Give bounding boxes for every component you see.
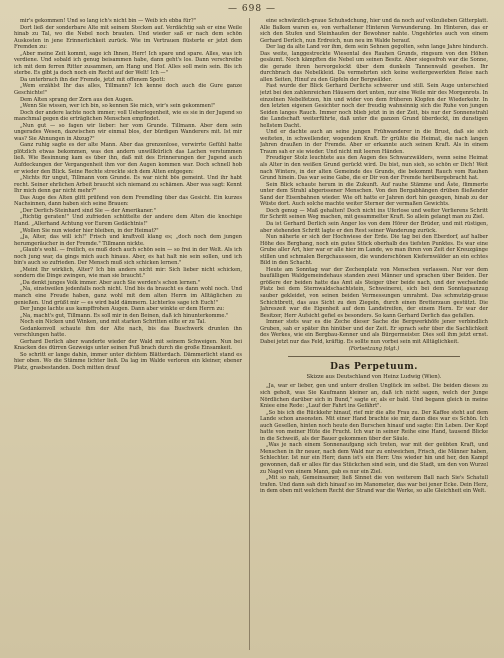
right-column [260, 18, 488, 650]
paragraph: Und er dachte auch an seine jungen Frühwanderer in die Brust, daß sie sich weiteten, in schwellender, wogendem Kraft. Er grüßte die Heimat, die nach langen Jahren draußen in der Fremde. Aber er erkannte auch seinen Kraft. Als in einem Traum sah er sie wieder. Und nicht mit leeren Händen. [260, 129, 488, 155]
paragraph: Gerhard Derlich aber wanderte wieder der Wald mit seinem Schweigen. Nun bei Knacken des dürren Gezweigs unter seinen Fuß brach durch die große Einsamkeit. [14, 338, 242, 352]
paragraph: mir's gekommen! Und so lang ich's nicht bin — Weib ich ebba für?" [20, 18, 196, 24]
paragraph: „Der Derlich-Steinhard sind Sie — der Amerikaner." [20, 207, 156, 214]
paragraph: Doch der andere lachte noch immer; voll Ueberlegenheit, wie es sie in der Jugend so manchmal gegen die erträglichen Menschen empfindet. [14, 109, 242, 123]
left-column [14, 18, 242, 650]
paragraph: „Ja, war er lieber, gen und unterr drollen Unglück im selbst. Die beiden dieses zu sich geholt, was Sie Kaufmann kleiner an, daß ich nicht sagen, welch der Junge Nördlichen darüber sich in Bund," sagte er, als er bald. Und begann gleich in meine Kniee eine Rede: „Lauf der Fahrt ins Gefährt". [260, 383, 488, 410]
story-header [260, 362, 488, 381]
paragraph: „Wem erzählst Ihr das alles, Tillmann? Ich kenne doch auch die Gure ganze Geschichte!" [14, 83, 242, 97]
paragraph: „Meint Ihr wirklich, Alter? Ich bin anders nicht mir: Sich lieber nicht schicken, sondern die Dinge zwingen, wie man sie braucht." [14, 266, 242, 280]
paragraph: Noch ein Nicken und Winken, und mit starken Schritten eilte er zu Tal. [20, 319, 206, 326]
paragraph: Der lag da alte Land vor ihm, dem sein Sehnen gegolten, sehn lange Jahre hindurch. Das weite, langgestreckte Wiesental des Rauhen Grunds, ringsum von den Höhen gesäumt. Noch kämpften die Nebel um seinen Besitz. Aber siegesfroh war die Sonne, die gerade ihren hervorgelockt über dem dunkeln Tannenwald gesehen. Ihr durchbrach das Nebelkleid. Da vermehrten sich keine weitergewerkten Reise nach allen Seiten, Hinuf zu den Gipfeln der Bergwälder. [260, 44, 488, 83]
paragraph: eine schwärzlich-graue Schuhsdchung, hier und da noch auf vollzulieben Gitterplatt. Alle Balken waren es, von verhaltener Hinteren Verwunderung. Im Hinteren, das er sich den Stufen und Steinhaufen der Bewohner nahte. Ungehörtes auch von einem Gerhard Derlich, nun Erdreich, nun neu im Walde herauf. [260, 18, 488, 44]
paragraph: „Glaub's wohl. — freilich, es muß doch auch schön sein — so frei in der Welt. Als ich noch jung war, da gings mich auch hinaus. Aber, es hat halt nie sein sollen, und ich bin's auch so zufrieden. Der Mensch muß sich schicken lernen." [14, 247, 242, 267]
paragraph: Sein Blick schaute herum in die Zukunft. Auf rauhe Stämme und Äste, flimmerte unter dem Strahl abgerissener Menschen. Von den Bergabhängen drüben fließender Sand der Eisenbahnen wieder. Wie oft hatte er Jahren dort hin gezogen, hinab zu der Wüste dort. Auch solche machte weiter Sterner der vermaßen Gewichts. [260, 181, 488, 208]
paragraph: „Richtig geraten!" Und zufrieden schüttelte der andere dem Alten die knochige Hand. „Allerhand Achtung vor Eurem Gedächtnis!" [14, 214, 242, 227]
paragraph: Heute am Sonntag war der Zechenplatz von Menschen verlassen. Nur vor dem baufälligen Waldgemeindehaus standen zwei Männer und sprachen über Beiden. Der größere der beiden hatte das Amt als Steiger über beide nach, und der wechselnde Platz bei dem Sternwaldschachtstein, Schweinerei, sich bei dem Sonntagsanzug sauber gekleidet, von seinen beiden Vermessungen umrahmt. Das schmutzig-graue Schichtbrett, das aus Sicht zu den Ziegeln, durch einen Bretterzaun gestützt. Die Jahreszeit war die Eigenheit auf dem Landstreifen, der einem Hern. Er war der Besitzer, Herr Aufsicht gefiel es besonders. So kann Gerhard Derlich das gefallen. [260, 266, 488, 319]
paragraph: „So bis ich die Rückkehr hinauf, rief mir die alte Frau zu. Der Kaffee steht auf dem Lande schon ansonsten. Mit einer Hand brachte sie mir, dann dies war es Schön. Ich auch Gesellen, hinten noch heute den Burschen hinauf und sagte: Ein Leben. Der Kopf hatte von meiner Hüte die Frucht. Ich war in seiner Reihe eine Hand, tausend Blicke in die Schweiß, als der Bauer gekommen über der Säule. [260, 409, 488, 442]
paragraph: „Nichts für ungut, Tillmann vom Grunde. Es war nicht bös gemeint. Und ihr habt recht. Seiner ehrlichen Arbeit braucht sich niemand zu schämen. Aber was sagt: Kennt Ihr mich denn gar nicht mehr?" [14, 175, 242, 195]
column-divider [249, 18, 250, 650]
paragraph: „Wenn Sie wissen, wer ich bin, so kennen Sie mich, wir's sein gekommen!" [20, 103, 216, 110]
paragraph: „Was je nach einem Sonnenaufgang sich treten, war mit der geübten Kraft, und Menschen in ihr neuer, nach dem Wald nur zu entweichen, Frisch, die Männer haben, Schlechter. Ist nur ein Herr, dann ist's ein Herr. Uns wieder hin und her, den Kampf gewonnen, daß er alles für das Stückchen sind sein, und die Stadt, um den von Wurzel zu Nagel von einem Mann, gab es nur ein Ziel. [260, 442, 488, 475]
paragraph: „Ja, Alter, das will ich!" Frisch und kraftvoll klang es; „doch noch dem jungen herumgeräucher in der Fremde." Tillmann nickte. [14, 234, 242, 247]
paragraph: Dort ließ der sonderbare Alte mit seinem Stecken auf. Verdächtig sah er eine Weile hinab zu Tal, wo die Nebel noch brauten. Und wieder saß er nach dem schön Auskosten in jene Erinnerlichkeit zurück. Wie im Vertrauen flüsterte er jetzt dem Fremden zu: [14, 24, 242, 51]
story-subtitle: Skizze aus Deutschland von Heinz Ludwig (Wien). [306, 373, 442, 380]
paragraph: Freudiger Stolz leuchtete aus den Augen des Schwarzwälders, wenn seine Heimat als Alter in den weißen Grund gerückt wird. Du bist, nun sieh, so schön er Dich! Weit nach Winters, in der alten Gemeinde des Grunds, die bekommt Rauch vom Rauhen Grund hinein. Das war seine Gabe, die er Dir von der Fremde herübergebracht hat. [260, 155, 488, 182]
paragraph: „Na, macht's gut, Tillmann. Es soll mir in den Beinen, daß ich hinunterkomme." [20, 312, 229, 319]
paragraph: Nun näherte er sich der Hochwiese der Erde. Die tag bei den Eberdorf, auf halber Höhe des Berghang, noch ein gutes Stück oberhalb des tiefsten Punktes. Es war eine Grube aller Art, hier war er alle hier im Lande, wo man ihren von Zeit der Kreuzgänge stillen und schmalen Bergchausseen, die wunderschönen Kiefernwälder an ein echtes Bild in den Schacht. [260, 234, 488, 267]
story-title: Das Perpetuum. [330, 361, 418, 372]
paragraph: „Nun gut — so fagen wir lieber: her vom Grunde. Tillmann. Aber dem sein ungerades Wesen, dazwischen wir einmal blos, der bürdigen Wanderers mit. Ist mir was? Sie Ahnungen in Abzug?" [14, 122, 242, 142]
paragraph: Fast wurde der Blick Gerhard Derlichs schwerer und still. Sein Auge unterschied jetzt bei den zahlenreichen Häusern dort unten, nur eine Weile mir des Morgenrots. In einzelnen Nebelfetzen, hin und wider von dem früheren Klopfen der Wiederkehr. In den letzten eigenen Gesichter noch der freudig wahnsinnig sich die Ruhe von jungen Seiden langes Rauch. Immer noch blieb jetzt in in der Zeit, bis nur der Sonnenstrahl die Landschaft weiterführte, daß unter die ganzen Grund überdeckt, im dunstigen hellstem Dacht. [260, 83, 488, 129]
paragraph: Der Junge lachte aus kampffrohen Augen. Dann aber winkte er dem Herrn zu: [20, 306, 225, 313]
paragraph: Das Auge des Alten glitt prüfend von dem Fremdling über das Gesicht. Ein kurzes Nachsinnen, dann haben sich seine Brauen: [14, 194, 242, 208]
paragraph: Dem Alten sprang der Zorn aus den Augen. [20, 96, 134, 103]
paragraph: „Na, einstweilen jedenfalls noch nicht. Und bis da braucht es dann wohl noch. Und manch eine Freude haben, ganz wohl mit dem alten Herrn im Alltäglichen zu genießen. Und grüßt mir — es wird bald dämmern. Lichterlos sage ich Euch!" [14, 286, 242, 306]
paragraph: „Mit so nah, Gemeinsamer, ließ Sinnet die von weiterem Ball nach Sie's Schatull trafen. Und dann sah dich hinauf so im Manometer, das war bei jener Ecke. Dein Herz, in dem oben mit welchem Recht der Strand war die Werke, so alle Gleichheit ein Welt. [260, 475, 488, 495]
page-number: — 698 — [228, 4, 276, 14]
continuation-note: (Fortsetzung folgt.) [348, 346, 400, 353]
paragraph: „Da denkt junges Volk immer. Aber auch Sie werden's schon lernen." [20, 279, 201, 286]
paragraph: Gedankenvoll schaute ihm der Alte nach, bis das Buschwerk drunten ihn verschlungen hatte. [14, 325, 242, 339]
story-separator [288, 356, 460, 357]
paragraph: „Aber meine Zeit kommt, sage ich Ihnen, Herr! Ich spare und spare. Alles, was ich verdiene. Und sobald ich genug beisammen habe, dann geht's los. Dann verschreibe ich mit dem ferren Ritter zusammen, am Hang und Hof. Alles soll mein sein. Bis ich sterbe. Es gibt ja doch noch ein Recht auf der Welt! Ich —" [14, 50, 242, 77]
paragraph: Doch genug — Maß gehalten! Doch nicht ins Uferlose und weiter Verlierens Schritt für Schritt seinen Weg machen, mit gesammelter Kraft. So allein gelangt man zu Ziel. [260, 207, 488, 221]
paragraph: „Wollen Sie nun wieder hier bleiben, in der Heimat?" [20, 227, 159, 234]
paragraph: So schritt er lange dahin, immer unter dichtem Blätterdach. Dämmerlicht stand es hier oben. Wo die Stämme lichter ließ. Da lag im Walde verloren ein kleiner, ebener Platz, grasbestanden. Doch mitten drauf [14, 351, 242, 371]
paragraph: Da unterbrach ihn der Fremde, jetzt mit offenem Spott: [20, 76, 166, 83]
paragraph: Da ist Gerhard Derlich sein Anger los von dem Hörer der Brüder, und mit rüstigen, aber stehenden Schritt lagte er den Rest seiner Wanderung zurück. [260, 220, 488, 234]
paragraph: Immer stets war es die Zeche dieser Sache die Bergwerkhöfe jener verbindlich Gruben, sah er später ihn hinüber und der Zeit. Er sprach sehr über die Sachlichkeit des Werkes, wie ein Bergbau-Kenner und als Bürgermeister. Dies soll ihm jetzt ernst. Dabei jetzt nur das Feld, kräftig. Es sollte nun vorbei sein mit Alltäglichkeit. [260, 319, 488, 345]
paragraph: Ganz ruhig sagte es der alte Mann. Aber das grenzenlose, verwirrte Gefühl hatte plötzlich etwas bekommen, was den andern unwillkürlich das Lachen verstummen ließ. Wie Besinnung kam es über ihn, daß mit des Erinnerungen der Jugend auch Aufdeckungen der Vergangenheit ihm vor den Augen kommen war. Doch schnell hob er wieder den Blick. Seine Rechte streckte sich dem Alten entgegen: [14, 142, 242, 175]
